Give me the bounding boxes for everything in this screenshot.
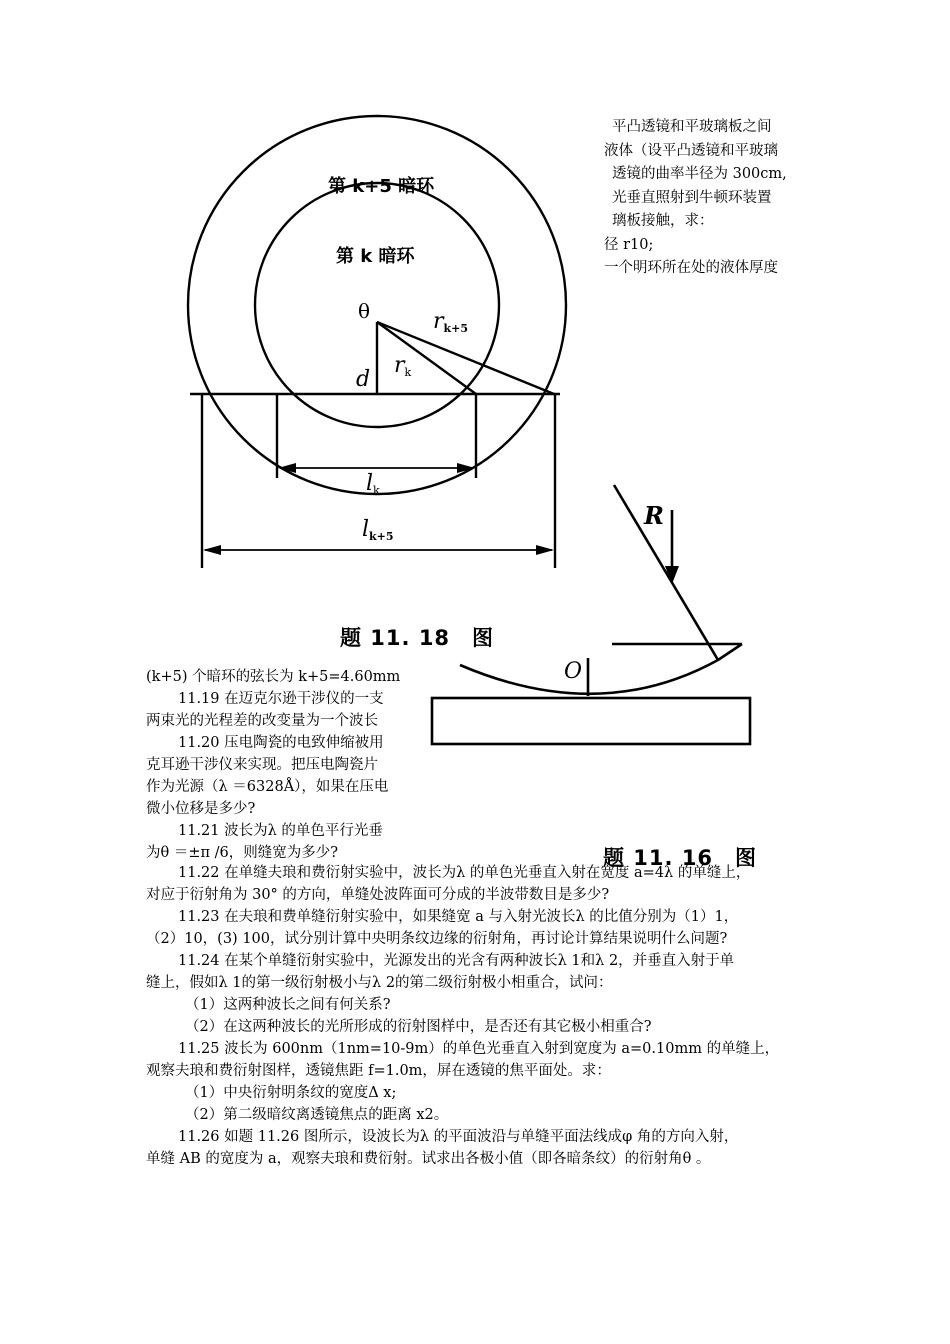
top-right-line: 液体（设平凸透镜和平玻璃 [604, 142, 778, 159]
problem-line: （2）10，(3) 100，试分别计算中央明条纹边缘的衍射角，再讨论计算结果说明什么问题? [146, 931, 728, 947]
d-label: d [356, 367, 371, 392]
r-k-label [394, 353, 412, 379]
top-right-line: 径 r10; [604, 236, 654, 253]
r-k5-letter: r [433, 309, 444, 334]
problem-line: （1）这两种波长之间有何关系? [185, 997, 391, 1013]
o-label: O [564, 659, 583, 684]
top-right-line: 璃板接触，求： [612, 213, 714, 229]
problem-line: 为θ ＝±π /6，则缝宽为多少? [146, 845, 339, 861]
figure-11-16 [400, 480, 760, 810]
problem-line: （1）中央衍射明条纹的宽度Δ x; [185, 1085, 397, 1101]
center-label: θ [358, 299, 371, 323]
problem-line: 11.23 在夫琅和费单缝衍射实验中，如果缝宽 a 与入射光波长λ 的比值分别为（1）1， [178, 909, 739, 925]
problem-line: 单缝 AB 的宽度为 a，观察夫琅和费衍射。试求出各极小值（即各暗条纹）的衍射角θ 。 [146, 1151, 711, 1167]
problem-line: （2）在这两种波长的光所形成的衍射图样中，是否还有其它极小相重合? [185, 1019, 652, 1035]
r-label: R [644, 501, 664, 530]
problem-line: (k+5) 个暗环的弦长为 k+5=4.60mm [146, 669, 401, 685]
problem-line: 缝上，假如λ 1的第一级衍射极小与λ 2的第二级衍射极小相重合，试问： [146, 975, 613, 991]
problem-line: 11.25 波长为 600nm（1nm=10-9m）的单色光垂直入射到宽度为 a=0.10mm 的单缝上， [178, 1041, 780, 1057]
l-k5-label [362, 517, 394, 543]
problem-line: 微小位移是多少? [146, 801, 256, 817]
problem-line: 对应于衍射角为 30° 的方向，单缝处波阵面可分成的半波带数目是多少? [146, 887, 610, 903]
problem-line: 11.26 如题 11.26 图所示，设波长为λ 的平面波沿与单缝平面法线成φ 角的方向入射， [178, 1129, 739, 1145]
top-right-text-block [604, 116, 812, 281]
top-right-line: 一个明环所在处的液体厚度 [604, 260, 778, 276]
l-k-letter: l [366, 471, 374, 496]
outer-ring-label: 第 k+5 暗环 [328, 176, 435, 197]
problem-line: 11.24 在某个单缝衍射实验中，光源发出的光含有两种波长λ 1和λ 2，并垂直入射于单 [178, 953, 735, 969]
l-k-sub: k [373, 484, 380, 497]
r-k5-sub: k+5 [443, 322, 469, 335]
figure-11-16-caption: 题 11. 16 图 [603, 846, 758, 870]
r-k-letter: r [394, 353, 405, 378]
top-right-line: 透镜的曲率半径为 300cm, [612, 166, 787, 182]
problem-line: 11.21 波长为λ 的单色平行光垂 [178, 823, 383, 839]
l-k5-sub: k+5 [369, 530, 394, 543]
problem-line: 克耳逊干涉仪来实现。把压电陶瓷片 [146, 757, 378, 773]
top-right-line: 平凸透镜和平玻璃板之间 [612, 119, 772, 135]
inner-ring-label: 第 k 暗环 [336, 246, 415, 267]
l-k5-letter: l [362, 517, 370, 542]
problem-line: 两束光的光程差的改变量为一个波长 [146, 713, 378, 729]
problem-line: 观察夫琅和费衍射图样，透镜焦距 f=1.0m，屏在透镜的焦平面处。求： [146, 1063, 611, 1079]
problem-line: 11.19 在迈克尔逊干涉仪的一支 [178, 691, 384, 707]
r-k-sub: k [404, 366, 412, 379]
top-right-line: 光垂直照射到牛顿环装置 [612, 189, 772, 206]
r-k5-label [433, 309, 468, 335]
problem-line: （2）第二级暗纹离透镜焦点的距离 x2。 [185, 1107, 449, 1123]
problem-line: 11.20 压电陶瓷的电致伸缩被用 [178, 735, 384, 751]
l-k-label [366, 471, 380, 497]
figure-11-18-caption: 题 11. 18 图 [340, 626, 495, 650]
problem-line: 11.22 在单缝夫琅和费衍射实验中，波长为λ 的单色光垂直入射在宽度 a=4λ 的单缝上， [178, 865, 751, 881]
problem-line: 作为光源（λ ＝6328Å），如果在压电 [146, 779, 389, 795]
